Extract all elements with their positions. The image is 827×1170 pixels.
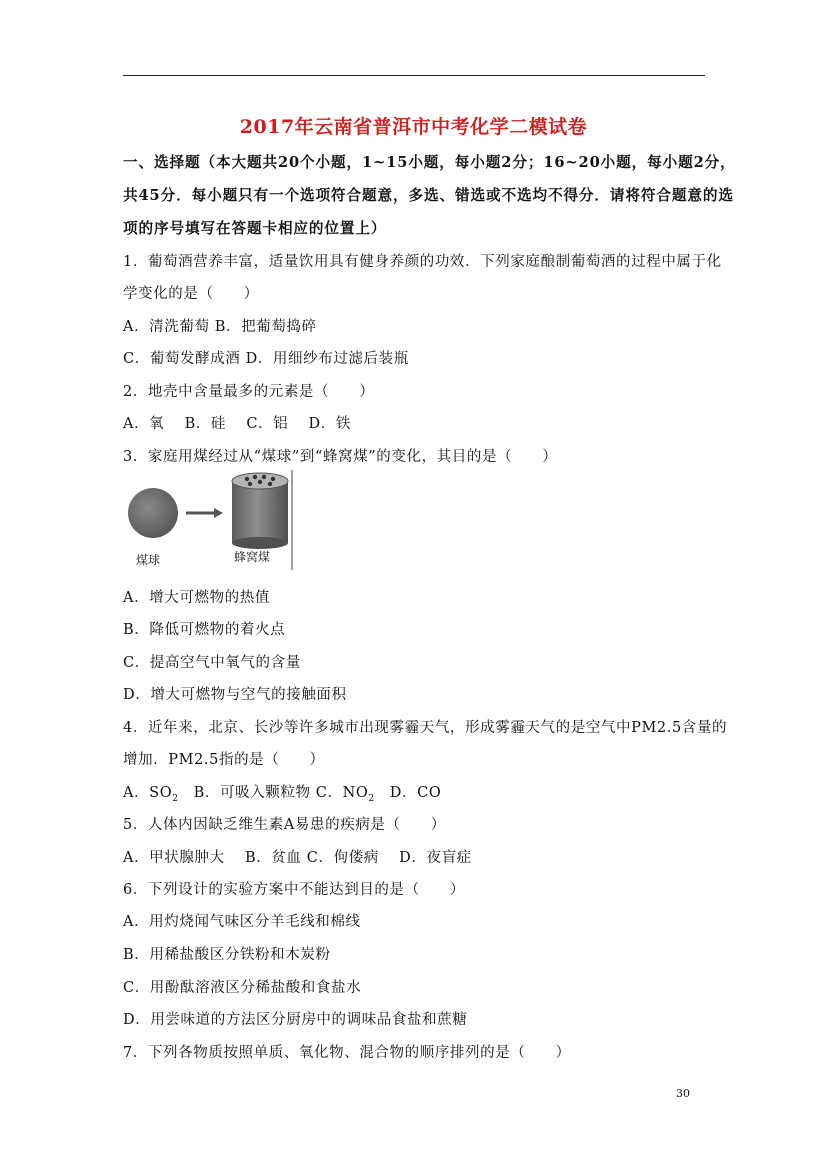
page-number: 30	[676, 1087, 690, 1100]
option-a-text: A．SO	[123, 785, 173, 801]
option-bc-text: B．可吸入颗粒物 C．NO	[178, 785, 369, 801]
question-1-option: A．清洗葡萄 B．把葡萄捣碎	[123, 319, 317, 335]
question-2-option: A．氧 B．硅 C．铝 D．铁	[123, 416, 351, 432]
question-5-option: A．甲状腺肿大 B．贫血 C．佝偻病 D．夜盲症	[123, 850, 472, 866]
arrow-right-icon	[186, 508, 223, 518]
header-rule	[123, 75, 705, 76]
section-header-line: 一、选择题（本大题共20个小题，1~15小题，每小题2分；16~20小题，每小题2分，	[123, 154, 736, 171]
coal-figure	[122, 470, 294, 572]
subscript: 2	[172, 793, 179, 804]
question-4-stem: 增加．PM2.5指的是（ ）	[123, 752, 325, 768]
section-header-line: 共45分．每小题只有一个选项符合题意，多选、错选或不选均不得分．请将符合题意的选	[123, 187, 734, 204]
coal-figure-illustration	[122, 470, 294, 572]
section-header-line: 项的序号填写在答题卡相应的位置上）	[123, 220, 387, 237]
coal-ball-icon	[128, 488, 178, 538]
question-3-stem: 3．家庭用煤经过从“煤球”到“蜂窝煤”的变化，其目的是（ ）	[123, 449, 558, 465]
question-1-stem: 1．葡萄酒营养丰富，适量饮用具有健身养颜的功效．下列家庭酿制葡萄酒的过程中属于化	[123, 254, 722, 270]
page-title: 2017年云南省普洱市中考化学二模试卷	[239, 116, 588, 138]
question-3-option: A．增大可燃物的热值	[123, 590, 270, 606]
question-3-option: C．提高空气中氧气的含量	[123, 655, 301, 671]
question-4-option	[123, 781, 441, 804]
question-5-stem: 5．人体内因缺乏维生素A易患的疾病是（ ）	[123, 817, 446, 833]
option-d-text: D．CO	[374, 785, 442, 801]
question-6-option: A．用灼烧闻气味区分羊毛线和棉线	[123, 914, 361, 930]
question-7-stem: 7．下列各物质按照单质、氧化物、混合物的顺序排列的是（ ）	[123, 1045, 571, 1061]
coal-ball-label: 煤球	[136, 553, 161, 567]
question-3-option: D．增大可燃物与空气的接触面积	[123, 687, 347, 703]
honeycomb-briquette-icon	[232, 473, 288, 549]
question-6-option: B．用稀盐酸区分铁粉和木炭粉	[123, 947, 331, 963]
honeycomb-briquette-label: 蜂窝煤	[234, 550, 271, 564]
question-1-option: C．葡萄发酵成酒 D．用细纱布过滤后装瓶	[123, 351, 409, 367]
question-2-stem: 2．地壳中含量最多的元素是（ ）	[123, 384, 375, 400]
question-4-stem: 4．近年来，北京、长沙等许多城市出现雾霾天气，形成雾霾天气的是空气中PM2.5含量的	[123, 720, 728, 736]
question-1-stem: 学变化的是（ ）	[123, 286, 259, 302]
subscript: 2	[368, 793, 375, 804]
question-6-option: C．用酚酞溶液区分稀盐酸和食盐水	[123, 980, 362, 996]
question-6-option: D．用尝味道的方法区分厨房中的调味品食盐和蔗糖	[123, 1012, 468, 1028]
question-6-stem: 6．下列设计的实验方案中不能达到目的是（ ）	[123, 882, 466, 898]
question-3-option: B．降低可燃物的着火点	[123, 622, 286, 638]
